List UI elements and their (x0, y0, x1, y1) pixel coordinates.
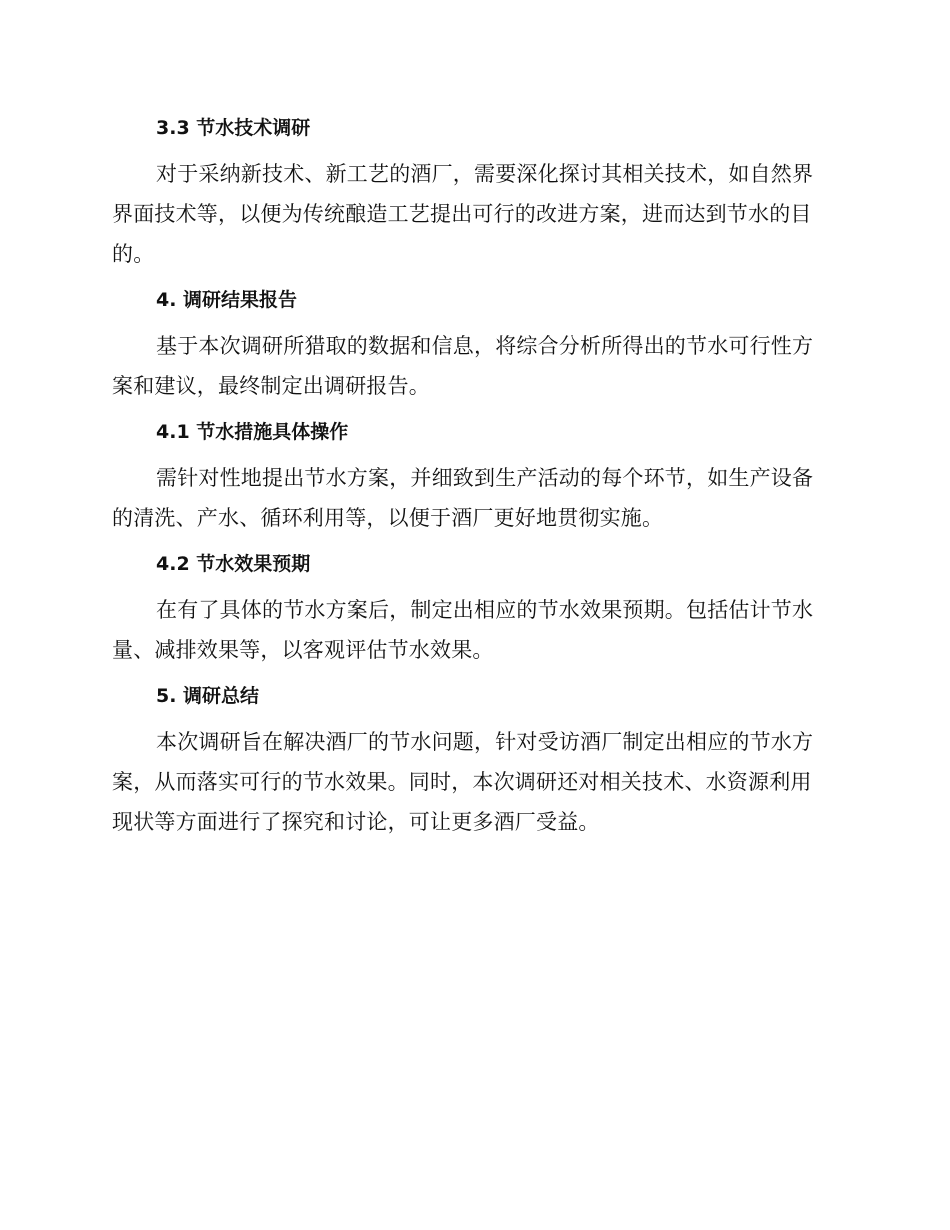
section-heading-5: 5. 调研总结 (156, 685, 260, 707)
section-heading-4-1: 4.1 节水措施具体操作 (156, 421, 349, 443)
section-heading-4-2: 4.2 节水效果预期 (156, 553, 311, 575)
section-heading-3-3: 3.3 节水技术调研 (156, 117, 311, 139)
section-paragraph-4: 基于本次调研所猎取的数据和信息，将综合分析所得出的节水可行性方案和建议，最终制定出调研报告。 (112, 334, 814, 398)
section-heading-4: 4. 调研结果报告 (156, 289, 298, 311)
section-paragraph-4-2: 在有了具体的节水方案后，制定出相应的节水效果预期。包括估计节水量、减排效果等，以客观评估节水效果。 (112, 598, 814, 662)
section-paragraph-3-3: 对于采纳新技术、新工艺的酒厂，需要深化探讨其相关技术，如自然界界面技术等，以便为传统酿造工艺提出可行的改进方案，进而达到节水的目的。 (112, 162, 814, 266)
section-paragraph-5: 本次调研旨在解决酒厂的节水问题，针对受访酒厂制定出相应的节水方案，从而落实可行的节水效果。同时，本次调研还对相关技术、水资源利用现状等方面进行了探究和讨论，可让更多酒厂受益。 (112, 730, 814, 834)
document-page (112, 108, 832, 848)
section-paragraph-4-1: 需针对性地提出节水方案，并细致到生产活动的每个环节，如生产设备的清洗、产水、循环利用等，以便于酒厂更好地贯彻实施。 (112, 466, 814, 530)
